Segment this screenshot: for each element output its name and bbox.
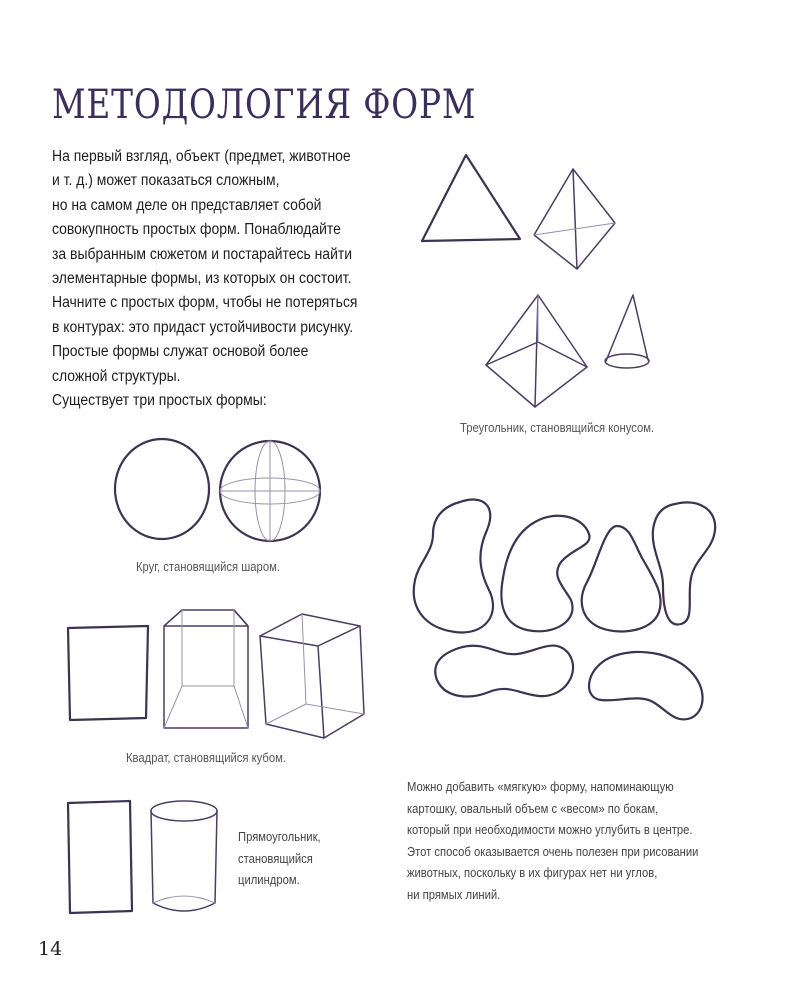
page-title: МЕТОДОЛОГИЯ ФОРМ	[52, 82, 477, 128]
caption-soft-line: животных, поскольку в их фигурах нет ни углов,	[407, 866, 658, 880]
soft-shape-icon	[653, 502, 715, 624]
sphere-icon	[220, 441, 320, 541]
intro-line: совокупность простых форм. Понаблюдайте	[52, 221, 341, 239]
cube-front-icon	[164, 610, 248, 728]
caption-rectangle-line: становящийся	[238, 851, 313, 866]
cylinder-icon	[151, 801, 217, 911]
cube-icon	[260, 614, 364, 738]
pyramid-icon	[486, 295, 587, 407]
caption-square: Квадрат, становящийся кубом.	[126, 751, 287, 765]
caption-soft-line: ни прямых линий.	[407, 887, 501, 902]
intro-line: Начните с простых форм, чтобы не потеряться	[52, 294, 358, 312]
triangle-drawings	[410, 145, 650, 415]
rectangle-icon	[68, 801, 132, 913]
tetrahedron-icon	[534, 169, 615, 269]
caption-soft-shapes	[407, 777, 698, 906]
square-drawings	[62, 608, 372, 748]
soft-shape-icon	[589, 652, 703, 720]
rectangle-drawings	[60, 795, 230, 920]
page-number: 14	[38, 938, 63, 960]
caption-rectangle-line: цилиндром.	[238, 873, 300, 887]
soft-shape-icon	[582, 526, 661, 631]
triangle-icon	[422, 155, 520, 241]
caption-rectangle	[238, 827, 321, 892]
intro-line: за выбранным сюжетом и постарайтесь найти	[52, 245, 353, 263]
soft-shape-icon	[501, 516, 589, 632]
intro-line: но на самом деле он представляет собой	[52, 196, 322, 214]
caption-soft-line: Этот способ оказывается очень полезен при рисовании	[407, 844, 699, 859]
caption-soft-line: картошку, овальный объем с «весом» по бокам,	[407, 801, 659, 816]
cone-icon	[605, 295, 649, 368]
soft-shape-drawings	[405, 490, 735, 750]
intro-line: Простые формы служат основой более	[52, 343, 309, 361]
intro-line: На первый взгляд, объект (предмет, животное	[52, 148, 351, 165]
intro-line: Существует три простых формы:	[52, 392, 267, 410]
square-icon	[68, 626, 148, 720]
intro-line: в контурах: это придаст устойчивости рисунку.	[52, 318, 354, 336]
intro-text	[52, 145, 358, 413]
caption-soft-line: Можно добавить «мягкую» форму, напоминающую	[407, 780, 674, 794]
circle-drawings	[110, 435, 330, 545]
caption-triangle: Треугольник, становящийся конусом.	[460, 421, 655, 435]
caption-soft-line: который при необходимости можно углубить в центре.	[407, 823, 693, 837]
soft-shape-icon	[414, 500, 493, 633]
intro-line: сложной структуры.	[52, 367, 181, 385]
intro-line: элементарные формы, из которых он состоит.	[52, 270, 352, 288]
intro-line: и т. д.) может показаться сложным,	[52, 172, 280, 190]
soft-shape-icon	[435, 646, 573, 697]
caption-rectangle-line: Прямоугольник,	[238, 830, 321, 844]
circle-icon	[115, 439, 209, 539]
caption-circle: Круг, становящийся шаром.	[136, 560, 280, 574]
